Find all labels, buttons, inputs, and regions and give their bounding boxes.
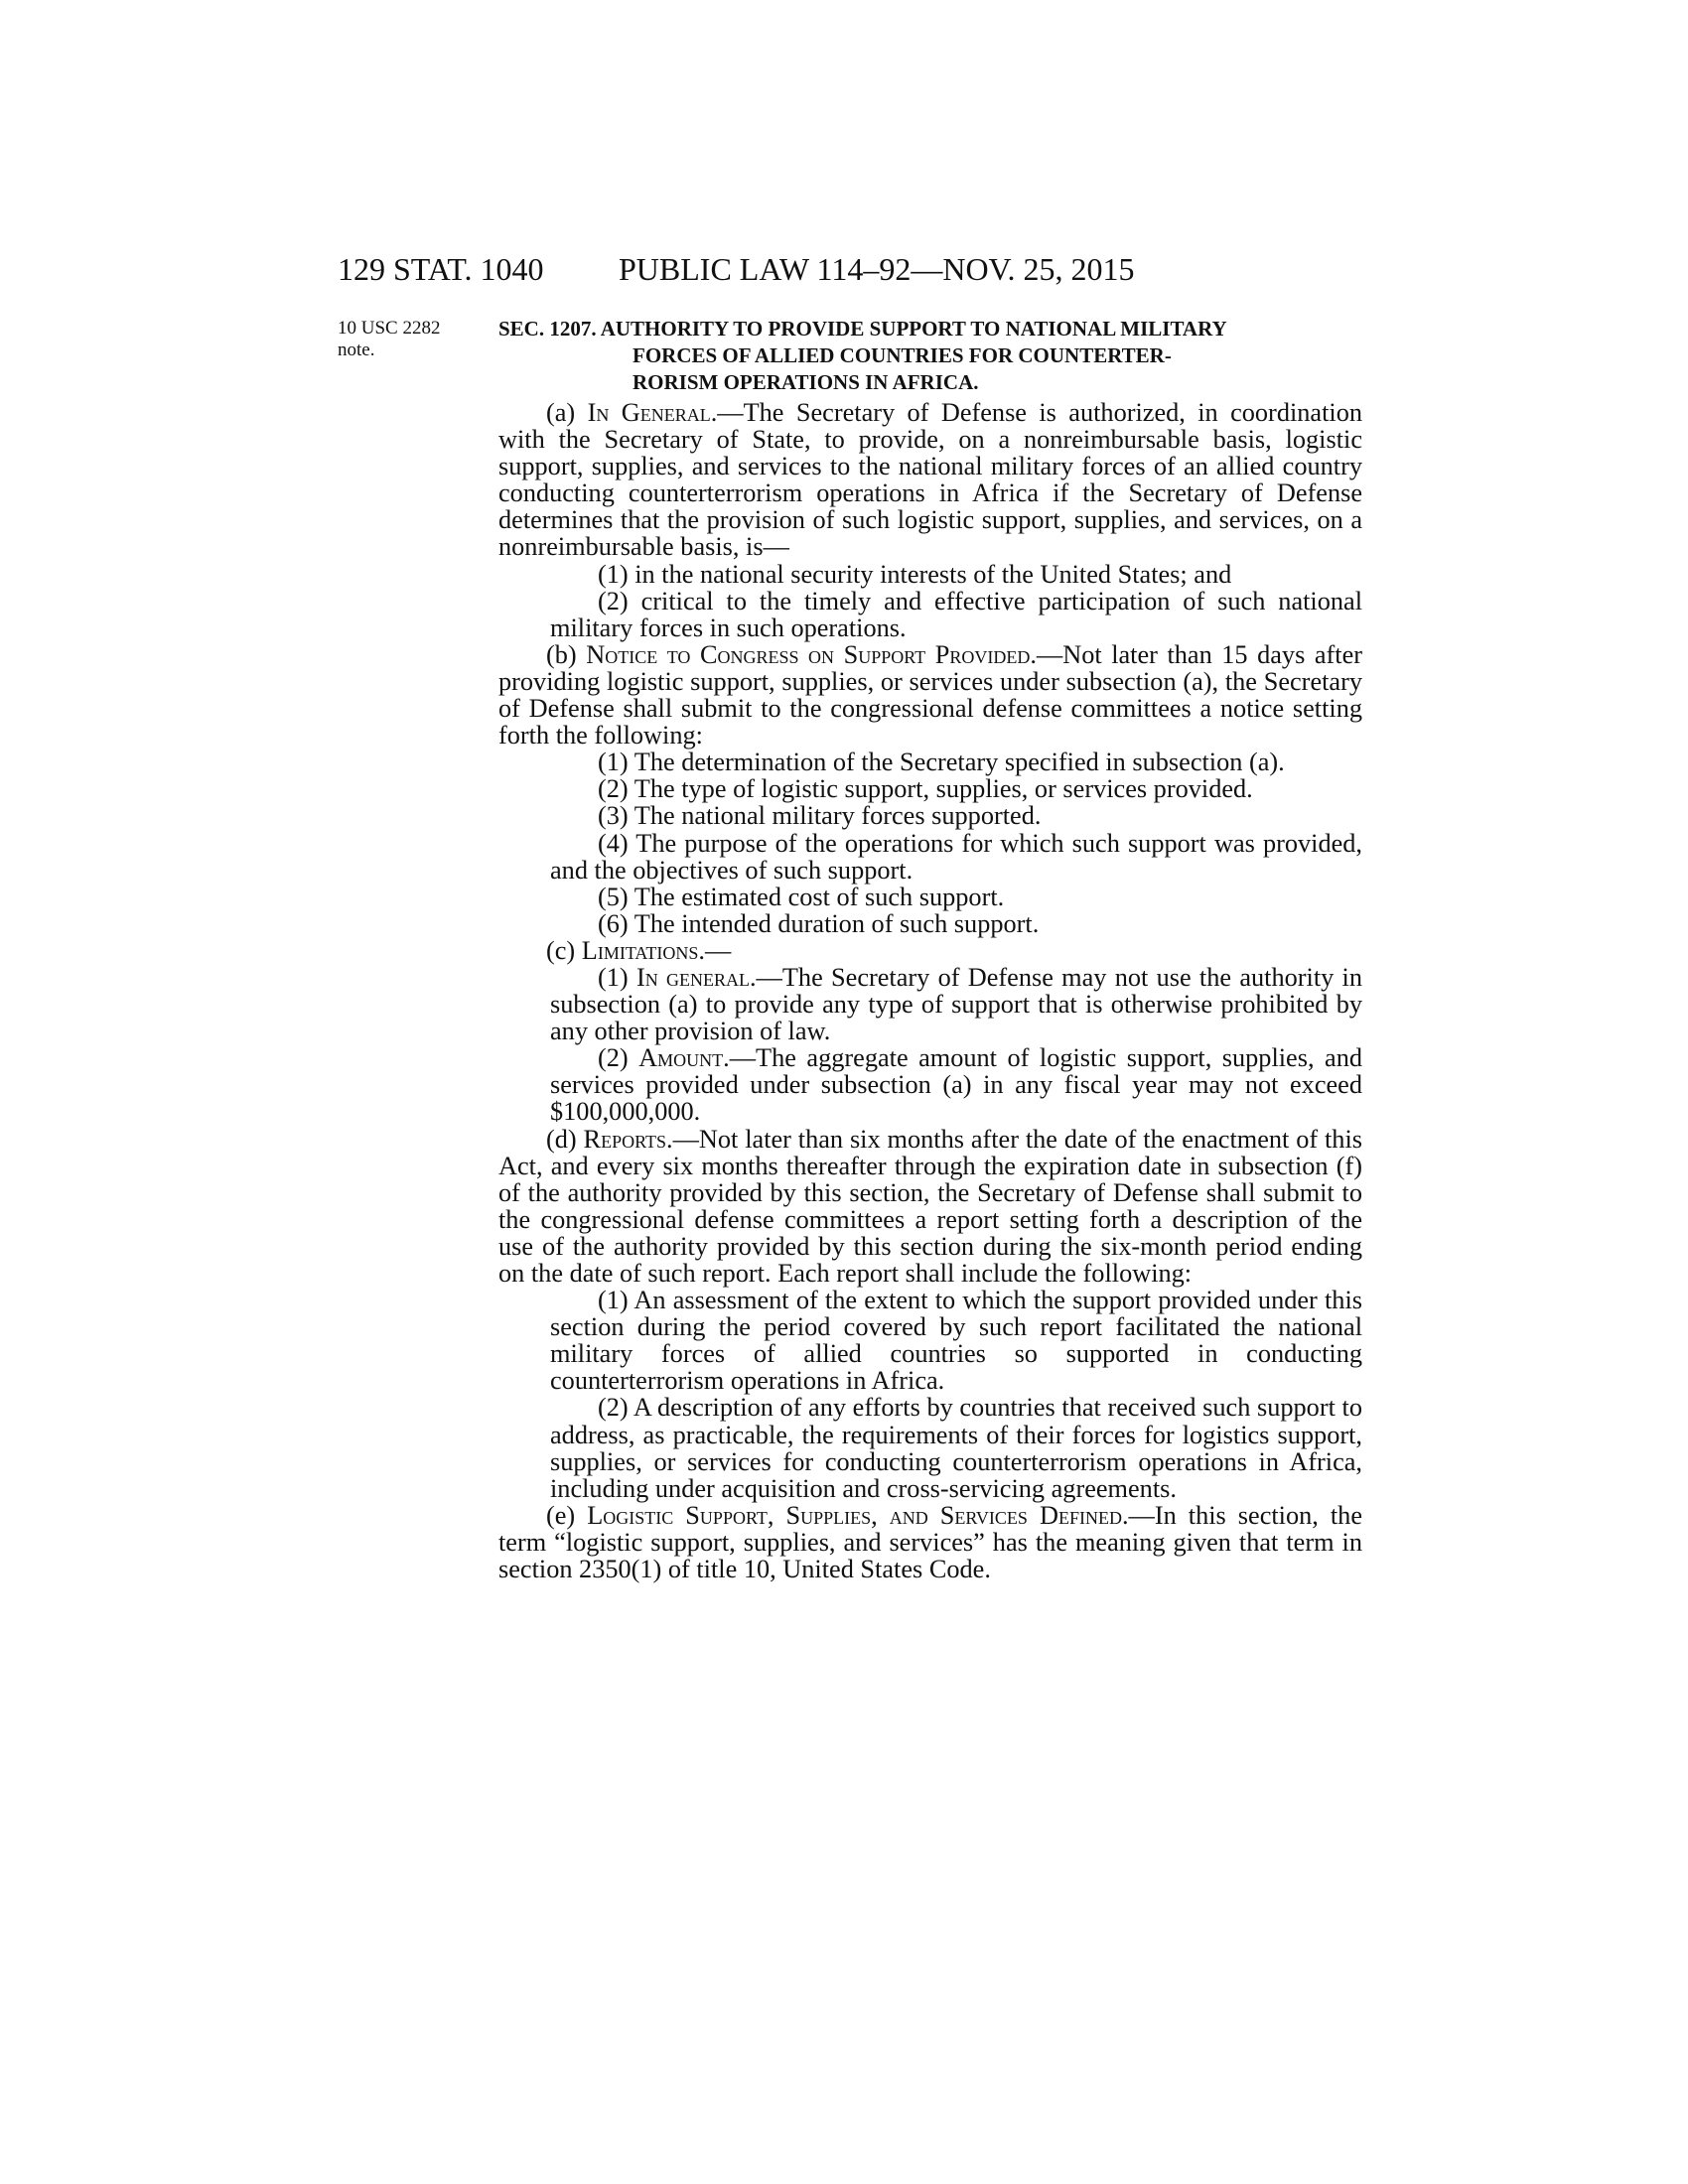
heading-dash: .— [710, 398, 744, 427]
subsection-d-text: Not later than six months after the date of the enactment of this Act, and every six months thereafter through the expiration date in subsection (f) of the authority provided by this section, the Secretary of Defense shall submit to the congressional defense committees a report setting forth a description of the use of the authority provided by this section during the six-month period ending on the date of such report. Each report shall include the following: [498, 1124, 1362, 1288]
subsection-d [498, 1126, 1362, 1288]
heading-dash: .— [1030, 639, 1063, 669]
section-heading-line: RORISM OPERATIONS IN AFRICA. [633, 370, 979, 394]
paragraph-c-2-heading: Amount [638, 1043, 724, 1073]
paragraph-a-2: (2) critical to the timely and effective participation of such national military forces in such operations. [550, 586, 1362, 642]
subsection-e-heading: Logistic Support, Supplies, and Services Defined [587, 1500, 1122, 1530]
paragraph-b-6: (6) The intended duration of such support. [598, 908, 1040, 938]
subsection-c-designator: (c) [546, 935, 576, 965]
heading-dash: .— [749, 962, 782, 992]
paragraph-c-1 [498, 964, 1362, 1044]
subsection-b [498, 641, 1362, 749]
subsection-e-text: In this section, the term “logistic support, supplies, and services” has the meaning given that term in section 2350(1) of title 10, United States Code. [498, 1500, 1362, 1584]
margin-note-citation: 10 USC 2282 [338, 318, 441, 339]
paragraph-c-1-heading: In general [635, 962, 750, 992]
subsection-a-heading: In General [587, 398, 711, 427]
paragraph-c-2 [498, 1044, 1362, 1125]
paragraph-c-2-designator: (2) [598, 1043, 629, 1073]
heading-dash: .— [1121, 1500, 1155, 1530]
section-heading-line: FORCES OF ALLIED COUNTRIES FOR COUNTERTER- [633, 343, 1172, 367]
paragraph-b-5: (5) The estimated cost of such support. [598, 882, 1005, 911]
subsection-d-designator: (d) [546, 1124, 577, 1154]
margin-note [338, 318, 487, 361]
law-title: PUBLIC LAW 114–92—NOV. 25, 2015 [619, 251, 1135, 287]
subsection-e [498, 1502, 1362, 1582]
margin-note-suffix: note. [338, 340, 375, 360]
paragraph-c-2-text: The aggregate amount of logistic support, supplies, and services provided under subsection (a) in any fiscal year may not exceed $100,000,000. [550, 1043, 1362, 1127]
subsection-c [498, 937, 1362, 964]
subsection-b-heading: Notice to Congress on Support Provided [586, 639, 1031, 669]
paragraph-d-2: (2) A description of any efforts by countries that received such support to address, as practicable, the requirements of their forces for logistics support, supplies, or services for conducting counterterrorism operations in Africa, including under acquisition and cross-servicing agreements. [550, 1393, 1362, 1503]
page-number: 129 STAT. 1040 [338, 251, 544, 287]
section-heading [498, 316, 1362, 396]
paragraph-b-3: (3) The national military forces supported. [598, 801, 1042, 831]
heading-dash: .— [723, 1043, 757, 1073]
section-body [498, 399, 1362, 1582]
subsection-b-designator: (b) [546, 639, 577, 669]
subsection-a-text: The Secretary of Defense is authorized, in coordination with the Secretary of State, to provide, on a nonreimbursable basis, logistic support, supplies, and services to the national military forces of an allied country conducting counterterrorism operations in Africa if the Secretary of Defense determines that the provision of such logistic support, supplies, and services, on a nonreimbursable basis, is— [498, 398, 1362, 562]
subsection-a-designator: (a) [546, 398, 576, 427]
subsection-b-text: Not later than 15 days after providing logistic support, supplies, or services under subsection (a), the Secretary of Defense shall submit to the congressional defense committees a notice setting forth the following: [498, 639, 1363, 751]
paragraph-b-4: (4) The purpose of the operations for which such support was provided, and the objectives of such support. [550, 828, 1362, 885]
paragraph-c-1-text: The Secretary of Defense may not use the authority in subsection (a) to provide any type of support that is otherwise prohibited by any other provision of law. [550, 962, 1362, 1046]
section-heading-line: SEC. 1207. AUTHORITY TO PROVIDE SUPPORT TO NATIONAL MILITARY [498, 317, 1227, 341]
paragraph-b-2: (2) The type of logistic support, supplies, or services provided. [598, 774, 1253, 804]
subsection-d-heading: Reports [583, 1124, 667, 1154]
subsection-c-heading: Limitations [581, 935, 699, 965]
running-head [0, 244, 1688, 294]
paragraph-b-1: (1) The determination of the Secretary specified in subsection (a). [598, 748, 1285, 777]
subsection-e-designator: (e) [546, 1500, 576, 1530]
heading-dash: .— [666, 1124, 699, 1154]
heading-dash: .— [698, 935, 732, 965]
paragraph-a-1: (1) in the national security interests of the United States; and [598, 559, 1232, 589]
subsection-a [498, 399, 1362, 561]
paragraph-d-1: (1) An assessment of the extent to which the support provided under this section during the period covered by such report facilitated the national military forces of allied countries so supported in conducting counterterrorism operations in Africa. [550, 1286, 1362, 1396]
paragraph-c-1-designator: (1) [598, 962, 629, 992]
